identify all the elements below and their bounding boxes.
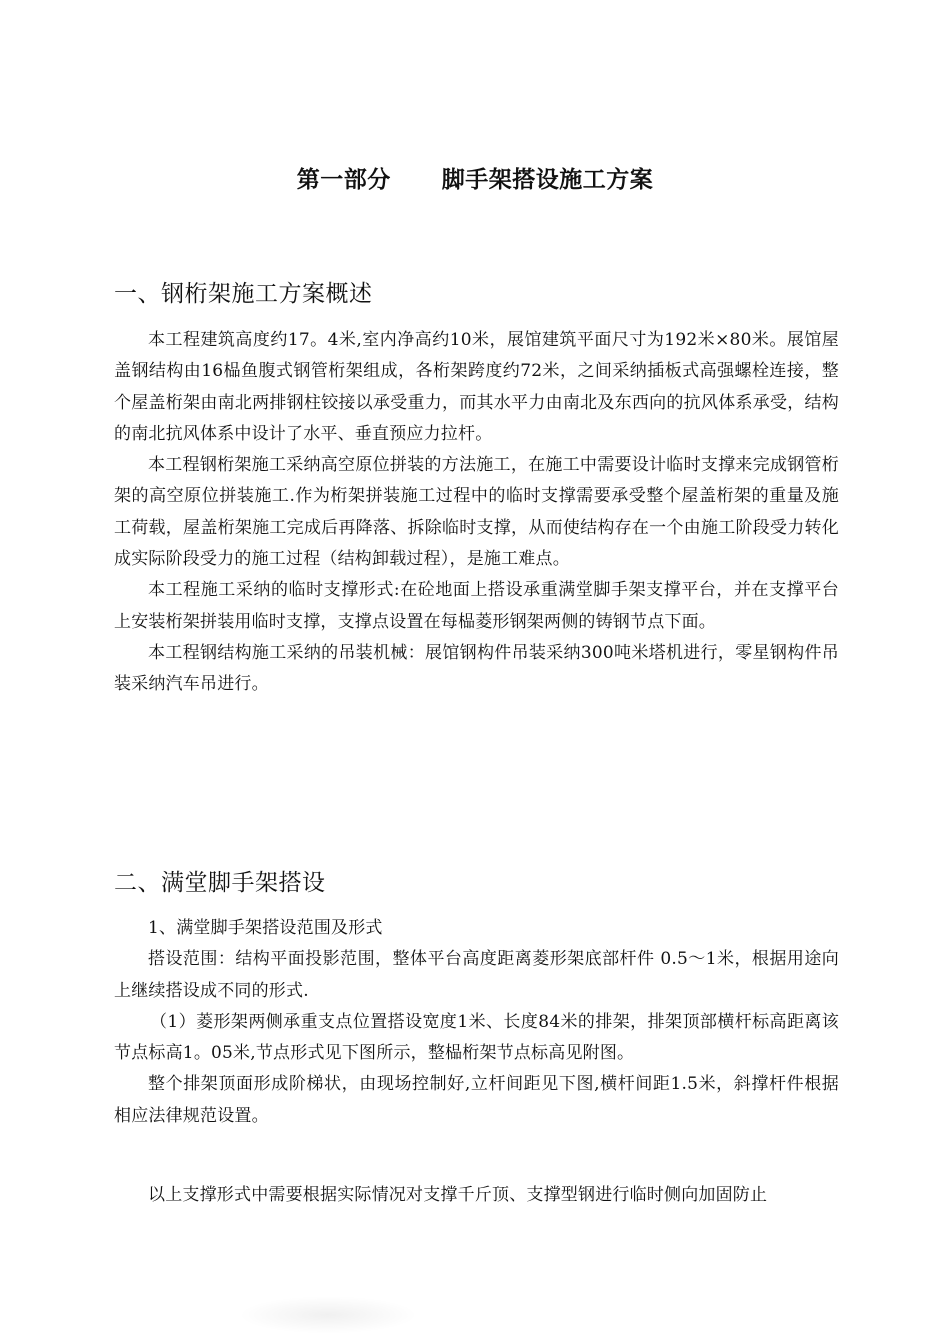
scan-smudge — [238, 1296, 418, 1334]
subsection-heading: 1、满堂脚手架搭设范围及形式 — [148, 918, 383, 938]
paragraph: 以上支撑形式中需要根据实际情况对支撑千斤顶、支撑型钢进行临时侧向加固防止 — [148, 1185, 768, 1205]
page-title: 第一部分 脚手架搭设施工方案 — [296, 166, 654, 193]
paragraph: 搭设范围：结构平面投影范围，整体平台高度距离菱形架底部杆件 0.5～1米，根据用途向上继续搭设成不同的形式. — [114, 949, 839, 1001]
section-body-scaffolding — [114, 913, 839, 1132]
section-heading-overview: 一、钢桁架施工方案概述 — [114, 281, 373, 307]
paragraph: 本工程施工采纳的临时支撑形式:在砼地面上搭设承重满堂脚手架支撑平台，并在支撑平台上安装桁架拼装用临时支撑，支撑点设置在每榀菱形钢架两侧的铸钢节点下面。 — [114, 580, 839, 632]
paragraph: （1）菱形架两侧承重支点位置搭设宽度1米、长度84米的排架，排架顶部横杆标高距离该节点标高1。05米,节点形式见下图所示，整榀桁架节点标高见附图。 — [114, 1011, 839, 1064]
section-heading-scaffolding: 二、满堂脚手架搭设 — [114, 870, 326, 896]
paragraph: 本工程钢桁架施工采纳高空原位拼装的方法施工，在施工中需要设计临时支撑来完成钢管桁架的高空原位拼装施工.作为桁架拼装施工过程中的临时支撑需要承受整个屋盖桁架的重量及施工荷载，屋盖桁架施工完成后再降落、拆除临时支撑，从而使结构存在一个由施工阶段受力转化成实际阶段受力的施工过程（结构卸载过程），是施工难点。 — [114, 455, 839, 570]
section-body-overview — [114, 325, 839, 701]
paragraph: 整个排架顶面形成阶梯状，由现场控制好,立杆间距见下图,横杆间距1.5米，斜撑杆件根据相应法律规范设置。 — [114, 1074, 839, 1126]
paragraph: 本工程钢结构施工采纳的吊装机械：展馆钢构件吊装采纳300吨米塔机进行，零星钢构件吊装采纳汽车吊进行。 — [114, 642, 839, 695]
paragraph: 本工程建筑高度约17。4米,室内净高约10米，展馆建筑平面尺寸为192米×80米。展馆屋盖钢结构由16榀鱼腹式钢管桁架组成，各桁架跨度约72米，之间采纳插板式高强螺栓连接，整个屋盖桁架由南北两排钢柱铰接以承受重力，而其水平力由南北及东西向的抗风体系承受，结构的南北抗风体系中设计了水平、垂直预应力拉杆。 — [114, 330, 839, 444]
